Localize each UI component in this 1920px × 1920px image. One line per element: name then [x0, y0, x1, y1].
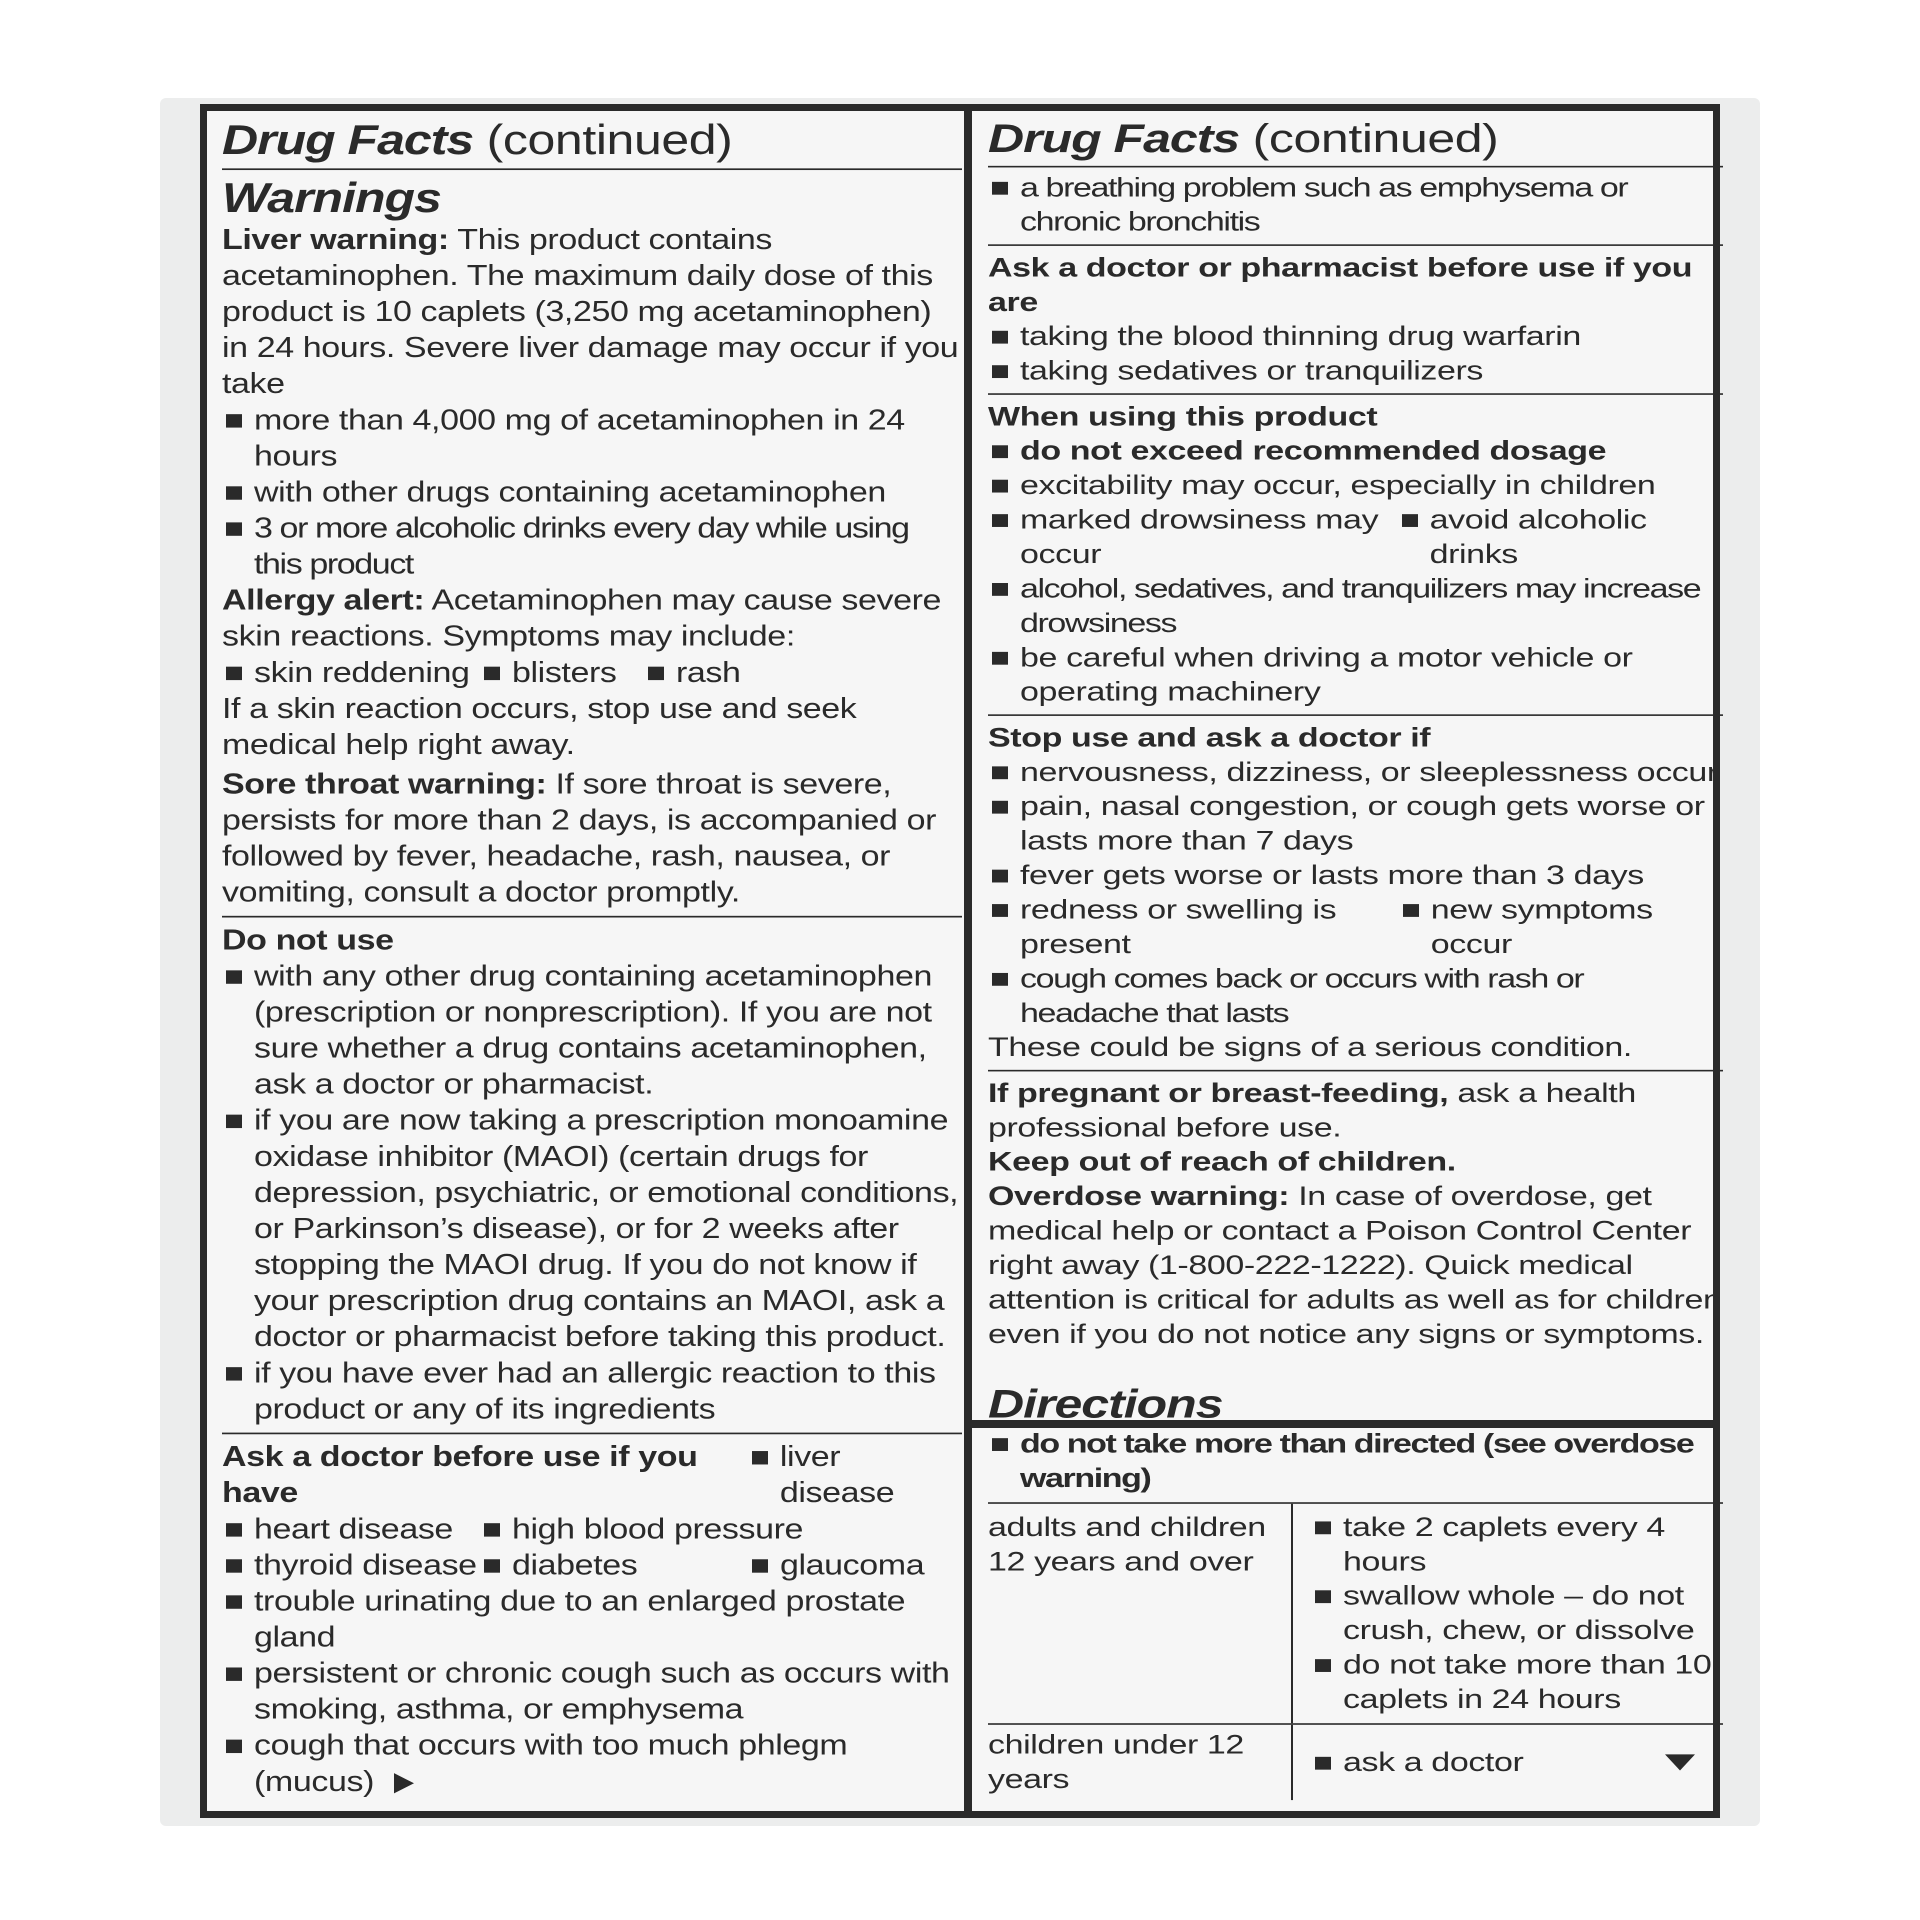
list-pair [988, 503, 1723, 572]
bullet-icon [992, 514, 1008, 527]
bullet-icon [992, 652, 1008, 665]
directions-title: Directions [988, 1381, 1223, 1427]
bullet-icon [226, 970, 242, 983]
list-item: cough comes back or occurs with rash or headache that lasts [988, 962, 1723, 1031]
bullet-icon [992, 445, 1008, 458]
drug-facts-title: Drug Facts [222, 116, 474, 164]
liver-warning-label: Liver warning: [222, 223, 449, 256]
bullet-icon [226, 522, 242, 535]
list-item: blisters [480, 655, 644, 691]
age-group-cell: children under 12 years [988, 1725, 1293, 1800]
liver-warning [222, 222, 962, 402]
continued-label: (continued) [486, 116, 733, 164]
bullet-icon [992, 480, 1008, 493]
warnings-title: Warnings [222, 174, 441, 222]
condition-row [222, 1511, 962, 1547]
list-item: cough that occurs with too much phlegm (mucus) [222, 1728, 962, 1800]
stop-use-after: These could be signs of a serious condition. [988, 1032, 1632, 1063]
list-item: take 2 caplets every 4 hours [1311, 1510, 1723, 1579]
ask-doctor-title: Ask a doctor before use if you have [222, 1440, 698, 1509]
list-item: if you are now taking a prescription monoamine oxidase inhibitor (MAOI) (certain drugs for depression, psychiatric, or emotional conditions, or Parkinson’s disease), or for 2 weeks after stopping the MAOI drug. If you do not know if your prescription drug contains an MAOI, ask a doctor or pharmacist before taking this product. [222, 1103, 962, 1356]
list-item: liver disease [748, 1439, 962, 1511]
bullet-icon [992, 365, 1008, 378]
section-rule [988, 1070, 1723, 1072]
bullet-icon [1315, 1659, 1331, 1672]
list-item: skin reddening [222, 655, 480, 691]
pregnancy-warning: If pregnant or breast-feeding, ask a health professional before use. [988, 1077, 1636, 1143]
list-item: new symptoms occur [1399, 893, 1723, 962]
overdose-warning: Overdose warning: In case of overdose, get medical help or contact a Poison Control Center right away (1-800-222-1222). Quick medical attention is critical for adults as well as for children even if you do not notice any signs or symptoms. [988, 1181, 1722, 1350]
list-item: rash [644, 655, 741, 691]
list-item: do not exceed recommended dosage [988, 434, 1723, 468]
pregnancy-label: If pregnant or breast-feeding, [988, 1077, 1449, 1109]
bullet-icon [992, 973, 1008, 986]
allergy-alert-label: Allergy alert: [222, 584, 425, 617]
list-item: nervousness, dizziness, or sleeplessness occur [988, 755, 1723, 789]
bullet-icon [226, 1115, 242, 1128]
list-pair [988, 893, 1723, 962]
directions-table-row [988, 1502, 1723, 1723]
list-item: high blood pressure [480, 1511, 803, 1547]
list-item: thyroid disease [222, 1548, 480, 1584]
bullet-icon [992, 766, 1008, 779]
bullet-icon [226, 1559, 242, 1572]
list-item: 3 or more alcoholic drinks every day while using this product [222, 511, 962, 583]
bullet-icon [992, 904, 1008, 917]
bullet-icon [226, 1667, 242, 1680]
list-item: with any other drug containing acetaminophen (prescription or nonprescription). If you are not sure whether a drug contains acetaminophen, ask a doctor or pharmacist. [222, 959, 962, 1103]
bullet-icon [752, 1451, 768, 1464]
bullet-icon [484, 1559, 500, 1572]
condition-row [222, 1548, 962, 1584]
continued-label: (continued) [1252, 116, 1499, 162]
list-item: with other drugs containing acetaminophen [222, 475, 962, 511]
right-header [988, 113, 1723, 167]
list-item: taking the blood thinning drug warfarin [988, 320, 1723, 354]
list-item: pain, nasal congestion, or cough gets worse or lasts more than 7 days [988, 790, 1723, 859]
section-rule [222, 1433, 962, 1435]
bullet-icon [226, 1740, 242, 1753]
bullet-icon [1403, 904, 1419, 917]
column-divider [964, 104, 972, 1818]
left-column [222, 113, 962, 1800]
bullet-icon [226, 414, 242, 427]
sore-throat-label: Sore throat warning: [222, 768, 547, 801]
list-item: marked drowsiness may occur [988, 503, 1398, 572]
bullet-icon [484, 667, 500, 680]
section-rule [988, 393, 1723, 395]
list-item: do not take more than 10 caplets in 24 hours [1311, 1648, 1723, 1717]
age-group-cell: adults and children 12 years and over [988, 1504, 1293, 1723]
bullet-icon [1315, 1756, 1331, 1769]
list-item: swallow whole – do not crush, chew, or dissolve [1311, 1579, 1723, 1648]
bullet-icon [992, 801, 1008, 814]
bullet-icon [1315, 1521, 1331, 1534]
continue-right-arrow-icon [394, 1773, 414, 1793]
right-column [988, 113, 1723, 1800]
when-using-title: When using this product [988, 401, 1378, 432]
bullet-icon [992, 870, 1008, 883]
list-item: a breathing problem such as emphysema or chronic bronchitis [988, 171, 1723, 240]
list-item: fever gets worse or lasts more than 3 days [988, 858, 1723, 892]
list-item: more than 4,000 mg of acetaminophen in 24 hours [222, 402, 962, 474]
bullet-icon [226, 486, 242, 499]
list-item: avoid alcoholic drinks [1398, 503, 1723, 572]
sore-throat-warning: Sore throat warning: If sore throat is severe, persists for more than 2 days, is accompanied or followed by fever, headache, rash, nausea, or vomiting, consult a doctor promptly. [222, 768, 937, 909]
list-item: taking sedatives or tranquilizers [988, 354, 1723, 388]
list-item: ask a doctor [1311, 1745, 1523, 1779]
ask-pharmacist-title: Ask a doctor or pharmacist before use if you are [988, 252, 1693, 318]
bullet-icon [1315, 1590, 1331, 1603]
dosage-cell [1293, 1504, 1723, 1723]
allergy-after: If a skin reaction occurs, stop use and seek medical help right away. [222, 692, 857, 761]
continue-down-arrow-icon [1665, 1754, 1695, 1770]
list-item: diabetes [480, 1548, 748, 1584]
list-item: persistent or chronic cough such as occurs with smoking, asthma, or emphysema [222, 1656, 962, 1728]
left-header [222, 113, 962, 170]
bullet-icon [226, 1523, 242, 1536]
bullet-icon [648, 667, 664, 680]
drug-facts-title: Drug Facts [988, 116, 1240, 162]
overdose-label: Overdose warning: [988, 1181, 1290, 1212]
bullet-icon [226, 667, 242, 680]
list-item: do not take more than directed (see overdose warning) [988, 1427, 1723, 1496]
ask-doctor-header-row [222, 1439, 962, 1511]
do-not-use-title: Do not use [222, 924, 394, 957]
list-item: glaucoma [748, 1548, 924, 1584]
bullet-icon [1402, 514, 1418, 527]
keep-out-of-reach: Keep out of reach of children. [988, 1146, 1456, 1178]
bullet-icon [992, 331, 1008, 344]
directions-table-row [988, 1723, 1723, 1800]
list-item: trouble urinating due to an enlarged prostate gland [222, 1584, 962, 1656]
bullet-icon [226, 1595, 242, 1608]
list-item: if you have ever had an allergic reaction to this product or any of its ingredients [222, 1355, 962, 1427]
bullet-icon [992, 1438, 1008, 1451]
list-item: excitability may occur, especially in children [988, 469, 1723, 503]
spacer [988, 1352, 1723, 1381]
bullet-icon [752, 1559, 768, 1572]
list-item: be careful when driving a motor vehicle or operating machinery [988, 641, 1723, 710]
list-item: heart disease [222, 1511, 480, 1547]
section-rule [222, 916, 962, 918]
liver-warning-text: This product contains acetaminophen. The maximum daily dose of this product is 10 caplets (3,250 mg acetaminophen) in 24 hours. Severe liver damage may occur if you take [222, 223, 959, 400]
stop-use-title: Stop use and ask a doctor if [988, 722, 1431, 753]
allergy-alert: Allergy alert: Acetaminophen may cause severe skin reactions. Symptoms may include: [222, 584, 942, 653]
list-item: redness or swelling is present [988, 893, 1399, 962]
bullet-icon [992, 182, 1008, 195]
bullet-icon [226, 1367, 242, 1380]
dosage-cell [1293, 1725, 1723, 1800]
list-item: alcohol, sedatives, and tranquilizers may increase drowsiness [988, 572, 1723, 641]
symptom-row [222, 655, 962, 691]
section-rule [988, 244, 1723, 246]
section-rule [988, 714, 1723, 716]
bullet-icon [484, 1523, 500, 1536]
bullet-icon [992, 583, 1008, 596]
